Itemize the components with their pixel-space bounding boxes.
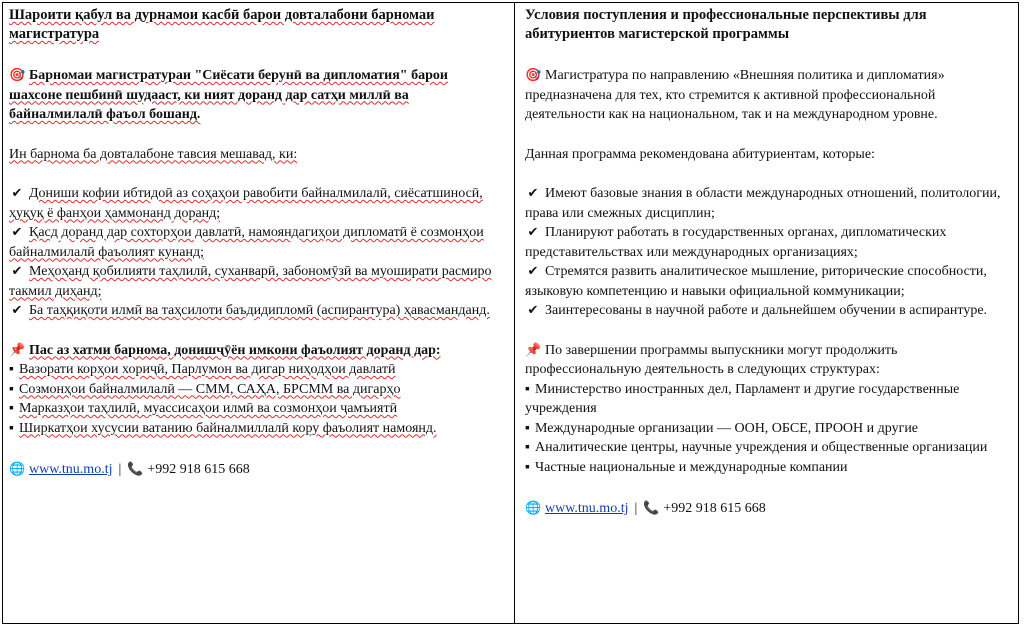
list-item: ✔ Меҳоҳанд қобилияти таҳлилӣ, суханварӣ, забономӯзӣ ва муоширати расмиро такмил диҳанд; — [9, 264, 492, 299]
check-icon: ✔ — [527, 186, 539, 201]
list-item: ✔ Планируют работать в государственных органах, дипломатических представительствах или международных организациях; — [525, 225, 947, 260]
phone-icon: 📞 — [643, 501, 660, 516]
russian-intro: Магистратура по направлению «Внешняя политика и дипломатия» предназначена для тех, кто стремится к активной профессиональной деятельности как на национальном, так и на международном уровне. — [525, 68, 945, 122]
website-link[interactable]: www.tnu.mo.tj — [545, 501, 629, 516]
target-icon: 🎯 — [9, 68, 26, 83]
phone-number: +992 918 615 668 — [663, 501, 766, 516]
russian-title: Условия поступления и профессиональные перспективы для абитуриентов магистерской программы — [525, 7, 927, 42]
globe-icon: 🌐 — [525, 501, 542, 516]
check-icon: ✔ — [11, 303, 23, 318]
check-icon: ✔ — [11, 225, 23, 240]
tajik-title: Шароити қабул ва дурнамои касбӣ барои довталабони барномаи магистратура — [9, 7, 435, 42]
list-item: ▪ Созмонҳои байналмилалӣ — СММ, САҲА, БРСММ ва дигарҳо — [9, 381, 401, 397]
phone-icon: 📞 — [127, 462, 144, 477]
list-item: ✔ Қасд доранд дар сохторҳои давлатӣ, намояндагиҳои дипломатӣ ё созмонҳои байналмилалӣ фаъолият кунанд; — [9, 225, 484, 260]
pushpin-icon: 📌 — [525, 342, 542, 358]
two-column-table — [2, 2, 1019, 624]
list-item: ✔ Стремятся развить аналитическое мышление, риторические способности, языковую компетенцию и навыки официальной коммуникации; — [525, 264, 987, 299]
check-icon: ✔ — [527, 264, 539, 279]
website-link[interactable]: www.tnu.mo.tj — [29, 462, 113, 477]
check-icon: ✔ — [527, 303, 539, 318]
list-item: ▪ Аналитические центры, научные учреждения и общественные организации — [525, 440, 988, 455]
russian-column — [515, 3, 1018, 623]
check-icon: ✔ — [527, 225, 539, 240]
list-item: ✔ Имеют базовые знания в области международных отношений, политологии, права или смежных дисциплин; — [525, 186, 1001, 221]
list-item: ▪ Международные организации — ООН, ОБСЕ, ПРООН и другие — [525, 420, 919, 436]
pushpin-icon: 📌 — [9, 342, 26, 358]
tajik-column — [3, 3, 515, 623]
russian-career-heading: По завершении программы выпускники могут продолжить профессиональную деятельность в следующих структурах: — [525, 342, 898, 377]
check-icon: ✔ — [11, 186, 23, 201]
tajik-intro: Барномаи магистратураи "Сиёсати берунӣ ва дипломатия" барои шахсоне пешбинӣ шудааст, ки ният доранд дар сатҳи миллӣ ва байналмилалӣ фаъол бошанд. — [9, 68, 448, 122]
tajik-career-heading: Пас аз хатми барнома, донишҷӯён имкони фаъолият доранд дар: — [29, 342, 441, 358]
list-item: ▪ Ширкатҳои хусусии ватанию байналмиллалӣ кору фаъолият намоянд. — [9, 420, 437, 436]
globe-icon: 🌐 — [9, 462, 26, 477]
check-icon: ✔ — [11, 264, 23, 279]
list-item: ✔ Заинтересованы в научной работе и дальнейшем обучении в аспирантуре. — [525, 301, 1008, 321]
phone-number: +992 918 615 668 — [147, 462, 250, 477]
list-item: ▪ Марказҳои таҳлилӣ, муассисаҳои илмӣ ва созмонҳои ҷамъиятӣ — [9, 401, 398, 416]
list-item: ▪ Вазорати корҳои хориҷӣ, Парлумон ва дигар ниҳодҳои давлатӣ — [9, 362, 396, 377]
target-icon: 🎯 — [525, 68, 542, 83]
list-item: ▪ Частные национальные и международные компании — [525, 459, 848, 475]
list-item: ✔ Ба таҳқиқоти илмӣ ва таҳсилоти баъдидипломӣ (аспирантура) ҳавасманданд. — [9, 301, 502, 321]
list-item: ✔ Дониши кофии ибтидоӣ аз соҳаҳои равобити байналмилалӣ, сиёсатшиносӣ, ҳуқуқ ё фанҳои ҳаммонанд доранд; — [9, 186, 483, 221]
russian-recommended: Данная программа рекомендована абитуриентам, которые: — [525, 146, 875, 162]
tajik-recommended: Ин барнома ба довталабоне тавсия мешавад, ки: — [9, 146, 298, 162]
list-item: ▪ Министерство иностранных дел, Парламент и другие государственные учреждения — [525, 381, 960, 416]
tajik-contact: 🌐 www.tnu.mo.tj | 📞 +992 918 615 668 — [9, 462, 250, 477]
russian-contact: 🌐 www.tnu.mo.tj | 📞 +992 918 615 668 — [525, 501, 766, 516]
